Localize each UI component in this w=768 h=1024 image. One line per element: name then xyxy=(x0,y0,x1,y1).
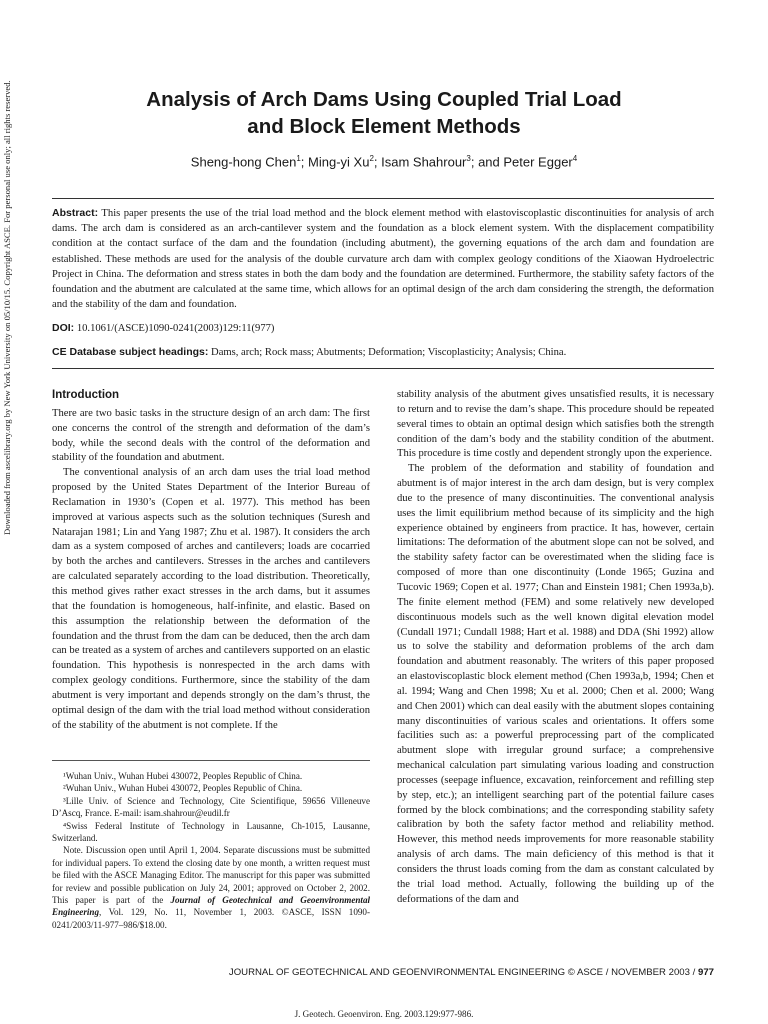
footnote: ²Wuhan Univ., Wuhan Hubei 430072, Peoples Republic of China. xyxy=(63,783,303,794)
author-separator: ; and xyxy=(470,154,504,170)
author-name: Ming-yi Xu xyxy=(308,154,370,170)
paper-title xyxy=(50,86,718,140)
subject-headings-label: CE Database subject headings: xyxy=(52,346,209,358)
doi-label: DOI: xyxy=(52,322,75,334)
right-column xyxy=(397,388,714,908)
paragraph: stability analysis of the abutment gives unsatisfied results, it is necessary to return and to revise the dam’s shape. This procedure should be repeated several times to obtain an optimal design which satisfies both the strength condition of the dam’s body and the stability condition of the abutment. This procedure is time costly and dependent strongly upon the experience. xyxy=(397,389,714,460)
title-line-1: Analysis of Arch Dams Using Coupled Trial Load xyxy=(146,88,622,111)
footnote-rule xyxy=(52,760,370,761)
abstract xyxy=(52,206,714,312)
doi-value[interactable]: 10.1061/(ASCE)1090-0241(2003)129:11(977) xyxy=(76,323,275,334)
paragraph: The problem of the deformation and stability of foundation and abutment is of major interest in the arch dam design, but is very complex due to the presence of many discontinuities. The conventional analysis uses the limit equilibrium method because of its simplicity and the high experience obtained by engineers from practice. It has, however, certain limitations: The deformation of the abutment slope can not be solved, and the stability safety factor can be overestimated when the sliding face is composed of more than one discontinuity (Londe 1965; Guzina and Tucovic 1969; Copen et al. 1977; Chan and Einstein 1981; Chen 1993a,b). The finite element method (FEM) and some relatively new developed discontinuous models such as the well known digital elevation model (Cundall 1971; Cundall 1988; Hart et al. 1988) and DDA (Shi 1992) allow us to solve the stability and deformation problems of the arch dam foundation and abutment reasonably. The writers of this paper proposed an elastoviscoplastic block element method (Chen 1993a,b, 1994; Chen et al. 1994; Wang and Chen 1998; Xu et al. 2000; Chen et al. 2000; Wang and Chen 2001) which can deal easily with the abutment slopes containing many discontinuities of various scales and orientations. It offers some facilities such as: a powerful preprocessing part of the complicated abutment slope with irregular ground surface; a comprehensive mechanical calculation part simulating various loading and construction processes (seepage influence, excavation, reinforcement and refilling step by step, etc.); an intelligent searching part of the potential failure cases formed by the block combinations; and the corresponding stability safety calibration by both the safety factor method and reliability method. However, this method needs improvements for more reasonable stability analysis of arch dams. The main deficiency of this method is that it considers the thrust loads coming from the dam as constant calculated by the trial load method. Actually, following the building up of the deformations of the dam and xyxy=(397,463,714,905)
author-affiliation-mark: 3 xyxy=(466,154,471,163)
author-list xyxy=(50,154,718,169)
header-bottom-rule xyxy=(52,368,714,369)
paragraph: The conventional analysis of an arch dam uses the trial load method proposed by the United States Department of the Interior Bureau of Reclamation in 1930’s (Copen et al. 1977). This method has been improved at various aspects such as the solution techniques (Suresh and Natarajan 1981; Lin and Yang 1987; Zhu et al. 1987). It considers the arch dam as a system composed of arches and cantilevers; loads are cocarried by both the arches and cantilevers. Stresses in the arches and cantilevers are calculated separately according to the load distribution. Theoretically, this method gives rather exact stresses in the arch dams, but it assumes that the foundation is homogeneous, half-infinite, and elastic. Based on this assumption the relationship between the deformation of the foundation and the thrust from the dam can be deduced, then the arch dam can be treated as a system of arches and cantilevers supported on an elastic foundation. This hypothesis is nonrespected in the arch dams with complex geology conditions. Furthermore, since the stability of the dam abutment is very important and depends strongly on the dam’s thrust, the optimal design of the dam with the trial load method without consideration of the stability of the abutment is not complete. If the xyxy=(52,467,370,731)
author-name: Isam Shahrour xyxy=(381,154,467,170)
author-affiliation-mark: 2 xyxy=(369,154,374,163)
footnotes xyxy=(52,770,370,931)
abstract-label: Abstract: xyxy=(52,207,99,219)
author-separator: ; xyxy=(373,154,382,170)
left-column xyxy=(52,388,370,733)
running-footer xyxy=(229,967,714,978)
paragraph: There are two basic tasks in the structure design of an arch dam: The first one concerns the control of the strength and deformation of the dam’s body, while the second deals with the control of the deformation and stability of the foundation and abutment. xyxy=(52,407,370,464)
footnote: ¹Wuhan Univ., Wuhan Hubei 430072, Peoples Republic of China. xyxy=(63,771,303,781)
doi-line xyxy=(52,322,714,334)
author-affiliation-mark: 4 xyxy=(572,154,578,163)
author-affiliation-mark: 1 xyxy=(296,154,301,163)
title-line-2: and Block Element Methods xyxy=(247,115,521,138)
subject-headings-value: Dams, arch; Rock mass; Abutments; Deformation; Viscoplasticity; Analysis; China. xyxy=(211,347,567,358)
download-notice: Downloaded from ascelibrary.org by New York University on 05/10/15. Copyright ASCE. For personal use only; all rights reserved. xyxy=(2,80,12,535)
citation-footer: J. Geotech. Geoenviron. Eng. 2003.129:977-986. xyxy=(294,1009,474,1019)
footnote: ³Lille Univ. of Science and Technology, Cite Scientifique, 59656 Villeneuve D’Ascq, France. E-mail: isam.shahrour@eudil.fr xyxy=(52,795,370,819)
journal-name: Journal of Geotechnical and Geoenvironmental Engineering xyxy=(52,895,371,918)
author-name: Peter Egger xyxy=(503,154,573,170)
top-rule xyxy=(52,198,714,199)
abstract-text: This paper presents the use of the trial load method and the block element method with elastoviscoplastic discontinuities for analysis of arch dams. The arch dam is considered as an arch-cantilever system and the foundation as a block element system. With the displacement compatibility condition at the contact surface of the dam and the foundation (including abutment), the governing equations of the arch dam and foundation are established. These methods are used for the analysis of the double curvature arch dam with complex geology conditions of the Xiaowan Hydroelectric Project in China. The deformation and stress states in both the dam body and the foundation are determined. Furthermore, the stability safety factors of the foundation and the abutment are calculated at the same time, which allows for an optimal design of the arch dam considering the strength, the deformation and the stability of the dam and foundation. xyxy=(52,208,714,311)
page-number: 977 xyxy=(697,967,714,978)
discussion-note: Note. Discussion open until April 1, 2004. Separate discussions must be submitted for individual papers. To extend the closing date by one month, a written request must be filed with the ASCE Managing Editor. The manuscript for this paper was submitted for review and possible publication on July 24, 2001; approved on October 2, 2002. This paper is part of the Journal of Geotechnical and Geoenvironmental Engineering, Vol. 129, No. 11, November 1, 2003. ©ASCE, ISSN 1090-0241/2003/11-977–986/$18.00. xyxy=(52,845,371,930)
footnote: ⁴Swiss Federal Institute of Technology in Lausanne, Ch-1015, Lausanne, Switzerland. xyxy=(52,820,370,844)
author-separator: ; xyxy=(300,154,309,170)
section-heading-introduction: Introduction xyxy=(52,389,120,401)
author-name: Sheng-hong Chen xyxy=(190,154,297,170)
journal-footer-text: JOURNAL OF GEOTECHNICAL AND GEOENVIRONMENTAL ENGINEERING © ASCE / NOVEMBER 2003 / xyxy=(228,967,698,978)
subject-headings xyxy=(52,346,714,358)
